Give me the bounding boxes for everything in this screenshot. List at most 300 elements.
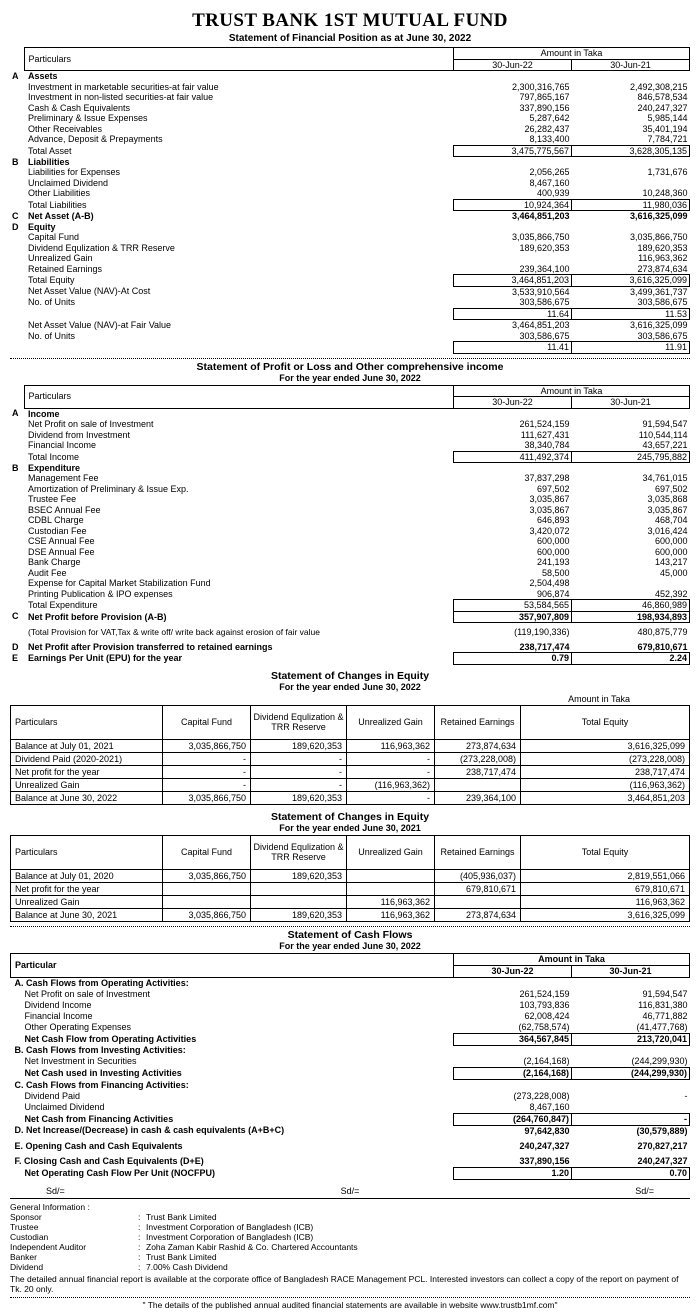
table-row — [10, 145, 690, 157]
table-row — [10, 578, 690, 589]
row-value-current: 97,642,830 — [524, 1125, 570, 1136]
table-row — [11, 1045, 690, 1056]
row-total-equity: 3,464,851,203 — [521, 791, 690, 804]
row-dividend-reserve: - — [251, 752, 347, 765]
row-letter — [10, 623, 24, 642]
table-row — [10, 589, 690, 600]
row-label: Unrealized Gain — [11, 778, 163, 791]
row-letter — [10, 82, 24, 93]
row-letter — [10, 232, 24, 243]
row-value-current: 364,567,845 — [454, 1033, 572, 1045]
row-unrealized-gain: 116,963,362 — [347, 908, 435, 921]
row-value-current: 3,035,867 — [529, 494, 570, 504]
row-value-current: 238,717,474 — [519, 641, 570, 652]
row-value-previous: 3,628,305,135 — [572, 145, 690, 157]
row-retained-earnings: 273,874,634 — [435, 739, 521, 752]
table-row — [11, 1167, 690, 1179]
row-label: Total Expenditure — [28, 600, 98, 610]
row-letter — [10, 578, 24, 589]
general-information — [10, 1202, 690, 1294]
row-label: F. Closing Cash and Cash Equivalents (D+E) — [14, 1155, 204, 1166]
general-info-row — [10, 1242, 690, 1252]
row-letter — [10, 320, 24, 331]
row-label: Net Cash from Financing Activities — [24, 1113, 174, 1124]
row-letter — [10, 308, 24, 320]
general-info-value: Investment Corporation of Bangladesh (ICB) — [146, 1231, 314, 1242]
row-value-previous: (30,579,889) — [636, 1125, 688, 1136]
row-value-previous: 3,016,424 — [647, 525, 688, 536]
row-unrealized-gain: - — [347, 765, 435, 778]
row-label: Net Asset Value (NAV)-At Cost — [28, 286, 151, 297]
row-retained-earnings: (273,228,008) — [435, 752, 521, 765]
row-value-previous: 480,875,779 — [637, 627, 688, 637]
general-info-row — [10, 1212, 690, 1222]
row-value-current — [454, 71, 572, 82]
row-label: Assets — [28, 71, 58, 81]
row-value-current: 38,340,784 — [524, 440, 570, 450]
row-value-current: 2,300,316,765 — [511, 81, 570, 92]
eq22-h4: Retained Earnings — [435, 705, 521, 739]
row-label: BSEC Annual Fee — [28, 504, 101, 515]
table-row — [10, 653, 690, 665]
table-row — [10, 430, 690, 441]
row-value-previous: 3,616,325,099 — [629, 320, 688, 330]
signature-center: Sd/= — [340, 1185, 360, 1196]
row-label — [24, 342, 454, 354]
table-row — [10, 600, 690, 612]
row-value-current: 3,533,910,564 — [511, 286, 570, 297]
row-dividend-reserve: - — [251, 765, 347, 778]
row-dividend-reserve: 189,620,353 — [251, 791, 347, 804]
row-value-current: 3,035,866,750 — [511, 232, 570, 242]
row-label: E. Opening Cash and Cash Equivalents — [14, 1140, 183, 1151]
row-value-current: 189,620,353 — [519, 242, 570, 253]
row-value-previous: 2.24 — [572, 653, 690, 665]
eq22-h0: Particulars — [11, 705, 163, 739]
row-letter — [10, 494, 24, 505]
row-value-previous: 452,392 — [654, 588, 688, 599]
row-value-current: (273,228,008) — [513, 1090, 570, 1101]
equity-2022-subtitle: For the year ended June 30, 2022 — [279, 681, 421, 692]
equity-2022-body — [11, 739, 690, 804]
row-label: Balance at July 01, 2020 — [11, 869, 163, 882]
row-letter: B — [12, 462, 19, 473]
row-capital-fund: - — [163, 752, 251, 765]
row-value-previous: 11,980,036 — [572, 199, 690, 211]
row-value-previous: 143,217 — [654, 557, 688, 567]
spacer-cell-2 — [10, 59, 24, 71]
table-row — [10, 124, 690, 135]
pl-amount-header: Amount in Taka — [454, 385, 690, 397]
table-row — [10, 484, 690, 495]
row-letter: C — [12, 210, 19, 221]
row-letter — [10, 275, 24, 287]
row-label: Equity — [28, 221, 56, 232]
row-capital-fund — [163, 882, 251, 895]
equity-2021-header-row — [11, 835, 690, 869]
row-label: Advance, Deposit & Prepayments — [28, 134, 163, 145]
row-value-previous: 3,616,325,099 — [629, 211, 688, 221]
row-value-previous: 697,502 — [654, 483, 688, 494]
particulars-header: Particulars — [24, 48, 454, 71]
eq22-h5: Total Equity — [521, 705, 690, 739]
row-value-current: (119,190,336) — [514, 627, 570, 637]
row-value-current — [454, 1045, 572, 1056]
row-value-previous: 7,784,721 — [647, 134, 688, 144]
pl-particulars-header: Particulars — [24, 385, 454, 408]
table-row — [10, 611, 690, 623]
row-value-previous — [572, 1080, 690, 1091]
row-label: Net Profit on sale of Investment — [24, 988, 151, 999]
row-value-previous: - — [572, 1113, 690, 1125]
row-retained-earnings: 679,810,671 — [435, 882, 521, 895]
row-value-previous: 270,827,217 — [637, 1140, 688, 1151]
row-value-previous: 11.91 — [572, 342, 690, 354]
row-label: Expenditure — [28, 462, 81, 473]
row-label: Financial Income — [28, 440, 97, 451]
general-info-key: Dividend — [10, 1261, 44, 1272]
row-retained-earnings: (405,936,037) — [435, 869, 521, 882]
row-label: Total Liabilities — [28, 199, 87, 210]
row-unrealized-gain — [347, 882, 435, 895]
amount-header: Amount in Taka — [454, 48, 690, 60]
row-value-current: 0.79 — [454, 653, 572, 665]
row-letter — [10, 178, 24, 189]
table-row — [11, 791, 690, 804]
table-row — [10, 243, 690, 254]
row-value-current: 303,586,675 — [519, 297, 570, 307]
row-label: Amortization of Preliminary & Issue Exp. — [28, 483, 189, 494]
row-value-previous: 303,586,675 — [637, 297, 688, 307]
row-letter — [10, 92, 24, 103]
row-label: Custodian Fee — [28, 525, 87, 536]
row-letter: A — [12, 408, 19, 418]
table-row — [10, 623, 690, 642]
row-label: Net Cash Flow from Operating Activities — [24, 1033, 197, 1044]
row-value-current: 357,907,809 — [454, 611, 572, 623]
cf-col-current-year: 30-Jun-22 — [454, 965, 572, 977]
table-row — [11, 1000, 690, 1011]
row-label: Balance at July 01, 2021 — [11, 739, 163, 752]
row-value-previous: - — [684, 1090, 688, 1101]
profit-loss-body — [10, 408, 690, 664]
general-info-value: Trust Bank Limited — [146, 1251, 217, 1262]
row-value-previous: 846,578,534 — [637, 92, 688, 102]
table-row — [10, 211, 690, 222]
row-value-previous: 3,499,361,737 — [629, 286, 688, 297]
cf-header-row — [11, 953, 690, 965]
row-label: Liabilities for Expenses — [28, 167, 121, 177]
row-label: Net Profit on sale of Investment — [28, 419, 154, 429]
row-unrealized-gain — [347, 869, 435, 882]
pl-col-current-year: 30-Jun-22 — [454, 397, 572, 409]
row-value-current: 103,793,836 — [519, 999, 570, 1010]
row-label: Balance at June 30, 2022 — [11, 791, 163, 804]
row-letter — [10, 342, 24, 354]
row-value-current: 600,000 — [536, 536, 570, 546]
row-label: Expense for Capital Market Stabilization Fund — [28, 578, 211, 588]
row-label: Management Fee — [28, 473, 99, 483]
equity-2021-subtitle: For the year ended June 30, 2021 — [279, 822, 421, 833]
table-row — [10, 264, 690, 275]
row-value-previous: 240,247,327 — [637, 1155, 688, 1166]
row-letter — [10, 113, 24, 124]
row-value-previous — [572, 157, 690, 168]
row-value-current — [454, 463, 572, 474]
row-label: Net profit for the year — [11, 765, 163, 778]
row-value-previous: 468,704 — [654, 515, 688, 525]
row-value-current: 261,524,159 — [519, 988, 570, 999]
row-label: Dividend Paid — [24, 1090, 81, 1101]
row-label: Investment in non-listed securities-at fair value — [28, 92, 214, 102]
spacer-cell — [10, 48, 24, 60]
general-info-colon: : — [138, 1251, 141, 1262]
row-letter — [10, 264, 24, 275]
row-value-previous: 189,620,353 — [637, 242, 688, 253]
row-letter — [10, 505, 24, 516]
row-value-previous: 43,657,221 — [642, 440, 688, 450]
eq21-h0: Particulars — [11, 835, 163, 869]
table-row — [11, 1141, 690, 1152]
row-label: Net Asset (A-B) — [28, 210, 94, 221]
row-value-current: 62,008,424 — [524, 1010, 570, 1021]
row-value-previous: 45,000 — [659, 567, 688, 578]
row-letter — [10, 589, 24, 600]
eq22-h1: Capital Fund — [163, 705, 251, 739]
table-row — [10, 547, 690, 558]
row-label: A. Cash Flows from Operating Activities: — [14, 977, 189, 988]
row-value-current — [454, 977, 572, 989]
row-value-previous: 91,594,547 — [642, 988, 688, 999]
table-row — [11, 739, 690, 752]
row-value-previous: 3,616,325,099 — [572, 275, 690, 287]
col-previous-year: 30-Jun-21 — [572, 59, 690, 71]
row-label: Retained Earnings — [28, 263, 103, 274]
table-row — [11, 1113, 690, 1125]
row-label: No. of Units — [28, 297, 76, 308]
pl-header-row — [10, 385, 690, 397]
general-info-key: Sponsor — [10, 1211, 42, 1222]
row-label: No. of Units — [28, 330, 76, 341]
row-value-current: 8,467,160 — [529, 177, 570, 188]
table-row — [10, 557, 690, 568]
row-label: Income — [28, 408, 60, 419]
row-value-current: 5,287,642 — [529, 113, 570, 123]
table-row — [10, 71, 690, 82]
row-value-current: 411,492,374 — [454, 451, 572, 463]
cf-particular-header: Particular — [11, 953, 454, 977]
table-row — [10, 82, 690, 93]
spacer-cell-4 — [10, 397, 24, 409]
row-value-current: 3,475,775,567 — [454, 145, 572, 157]
row-value-previous: 240,247,327 — [637, 102, 688, 113]
row-value-previous — [572, 463, 690, 474]
table-row — [10, 408, 690, 419]
row-letter — [10, 331, 24, 342]
table-row — [10, 232, 690, 243]
table-row — [10, 331, 690, 342]
row-label: Total Income — [28, 451, 80, 462]
eq22-h3: Unrealized Gain — [347, 705, 435, 739]
row-value-previous — [572, 178, 690, 189]
row-letter — [10, 188, 24, 199]
row-letter — [10, 600, 24, 612]
row-label: Unrealized Gain — [28, 253, 93, 263]
row-value-current: 111,627,431 — [520, 429, 570, 440]
row-retained-earnings: 238,717,474 — [435, 765, 521, 778]
row-unrealized-gain: 116,963,362 — [347, 895, 435, 908]
divider-2 — [10, 926, 690, 927]
row-value-current: 3,464,851,203 — [454, 275, 572, 287]
row-total-equity: 238,717,474 — [521, 765, 690, 778]
row-letter — [10, 286, 24, 297]
equity-2022-amount-label: Amount in Taka — [568, 693, 630, 704]
table-row — [11, 977, 690, 989]
row-letter — [10, 167, 24, 178]
row-value-current: 53,584,565 — [454, 600, 572, 612]
row-value-current: 906,874 — [536, 588, 570, 599]
row-value-current: 3,464,851,203 — [511, 211, 570, 221]
divider-1 — [10, 358, 690, 359]
row-label: (Total Provision for VAT,Tax & write off/ write back against erosion of fair value — [28, 626, 320, 637]
row-label: Other Operating Expenses — [24, 1021, 132, 1032]
row-value-previous: 600,000 — [654, 536, 688, 546]
row-value-current: 239,364,100 — [519, 263, 570, 274]
general-info-row — [10, 1252, 690, 1262]
row-value-previous: 3,035,868 — [647, 494, 688, 504]
row-value-current: 797,865,167 — [519, 92, 570, 102]
table-row — [10, 320, 690, 331]
row-value-current: 303,586,675 — [519, 330, 570, 341]
table-header-row — [10, 48, 690, 60]
footer-note: " The details of the published annual audited financial statements are available in website www.trustb1mf.com" — [10, 1297, 690, 1310]
row-value-previous: 213,720,041 — [572, 1033, 690, 1045]
row-value-previous — [572, 1045, 690, 1056]
row-value-current: 3,464,851,203 — [511, 320, 570, 330]
row-retained-earnings: 239,364,100 — [435, 791, 521, 804]
row-label: Dividend Income — [24, 999, 92, 1010]
row-value-current: (2,164,168) — [454, 1068, 572, 1080]
financial-position-body — [10, 71, 690, 354]
general-info-value: 7.00% Cash Dividend — [146, 1261, 228, 1272]
row-value-current — [454, 157, 572, 168]
row-value-current: 3,420,072 — [529, 525, 570, 536]
signature-row — [10, 1186, 690, 1196]
table-row — [11, 1068, 690, 1080]
row-value-previous: 198,934,893 — [572, 611, 690, 623]
table-row — [10, 297, 690, 308]
row-value-previous: (41,477,768) — [636, 1021, 688, 1032]
table-row — [10, 463, 690, 474]
eq21-h1: Capital Fund — [163, 835, 251, 869]
table-row — [10, 92, 690, 103]
row-letter — [10, 124, 24, 135]
table-row — [10, 308, 690, 320]
general-info-key: Banker — [10, 1251, 37, 1262]
table-row — [10, 178, 690, 189]
table-row — [11, 1022, 690, 1034]
table-row — [11, 1033, 690, 1045]
general-info-colon: : — [138, 1261, 141, 1272]
row-label: Net Asset Value (NAV)-at Fair Value — [28, 319, 172, 330]
row-value-current — [454, 408, 572, 419]
row-label: Net Profit after Provision transferred to retained earnings — [28, 641, 273, 652]
row-value-current: 8,133,400 — [529, 134, 570, 144]
row-value-previous: 3,035,867 — [647, 504, 688, 515]
row-letter — [10, 547, 24, 558]
row-value-previous: 116,963,362 — [638, 253, 688, 263]
row-label: Unclaimed Dividend — [24, 1101, 105, 1112]
table-row — [11, 1125, 690, 1137]
row-value-previous: 273,874,634 — [637, 263, 688, 274]
row-letter: D — [12, 221, 19, 232]
table-row — [10, 642, 690, 653]
row-label: B. Cash Flows from Investing Activities: — [14, 1045, 186, 1055]
row-label: Balance at June 30, 2021 — [11, 908, 163, 921]
row-value-current: 600,000 — [536, 546, 570, 557]
table-row — [10, 157, 690, 168]
row-dividend-reserve: 189,620,353 — [251, 869, 347, 882]
row-unrealized-gain: (116,963,362) — [347, 778, 435, 791]
row-letter — [10, 473, 24, 484]
row-label: Total Asset — [28, 145, 72, 156]
row-value-previous — [572, 222, 690, 233]
row-value-previous: 245,795,882 — [572, 451, 690, 463]
eq21-h3: Unrealized Gain — [347, 835, 435, 869]
row-label: Capital Fund — [28, 232, 80, 242]
equity-2021-table — [10, 835, 690, 922]
row-retained-earnings — [435, 778, 521, 791]
row-capital-fund: - — [163, 778, 251, 791]
row-value-current: 240,247,327 — [519, 1140, 570, 1151]
row-value-current: 337,890,156 — [519, 102, 570, 113]
row-capital-fund: 3,035,866,750 — [163, 869, 251, 882]
row-value-current: 26,282,437 — [524, 123, 570, 134]
row-value-previous — [572, 408, 690, 419]
row-value-previous: 46,771,882 — [642, 1010, 688, 1021]
row-label: Net profit for the year — [11, 882, 163, 895]
row-label: Investment in marketable securities-at fair value — [28, 81, 219, 92]
table-row — [10, 275, 690, 287]
row-letter: C — [12, 611, 19, 621]
table-row — [10, 419, 690, 430]
row-value-current: 337,890,156 — [519, 1155, 570, 1166]
row-label: Other Liabilities — [28, 188, 91, 199]
row-label: Net Profit before Provision (A-B) — [28, 611, 167, 622]
row-letter — [10, 103, 24, 114]
row-label: Earnings Per Unit (EPU) for the year — [28, 653, 183, 663]
row-unrealized-gain: 116,963,362 — [347, 739, 435, 752]
table-row — [11, 908, 690, 921]
table-row — [11, 765, 690, 778]
row-label: Net Investment in Securities — [24, 1056, 137, 1067]
row-value-current: 10,924,364 — [454, 199, 572, 211]
row-unrealized-gain: - — [347, 752, 435, 765]
row-letter — [10, 484, 24, 495]
row-value-current: 3,035,867 — [529, 504, 570, 515]
general-info-value: Trust Bank Limited — [146, 1211, 217, 1222]
row-dividend-reserve: - — [251, 778, 347, 791]
row-label: Trustee Fee — [28, 494, 77, 504]
table-row — [10, 167, 690, 178]
row-value-previous: 46,860,989 — [572, 600, 690, 612]
table-row — [10, 505, 690, 516]
general-info-row — [10, 1222, 690, 1232]
equity-2022-title: Statement of Changes in Equity — [270, 669, 430, 682]
table-row — [10, 113, 690, 124]
table-row — [10, 440, 690, 451]
cash-flow-table — [10, 953, 690, 1180]
